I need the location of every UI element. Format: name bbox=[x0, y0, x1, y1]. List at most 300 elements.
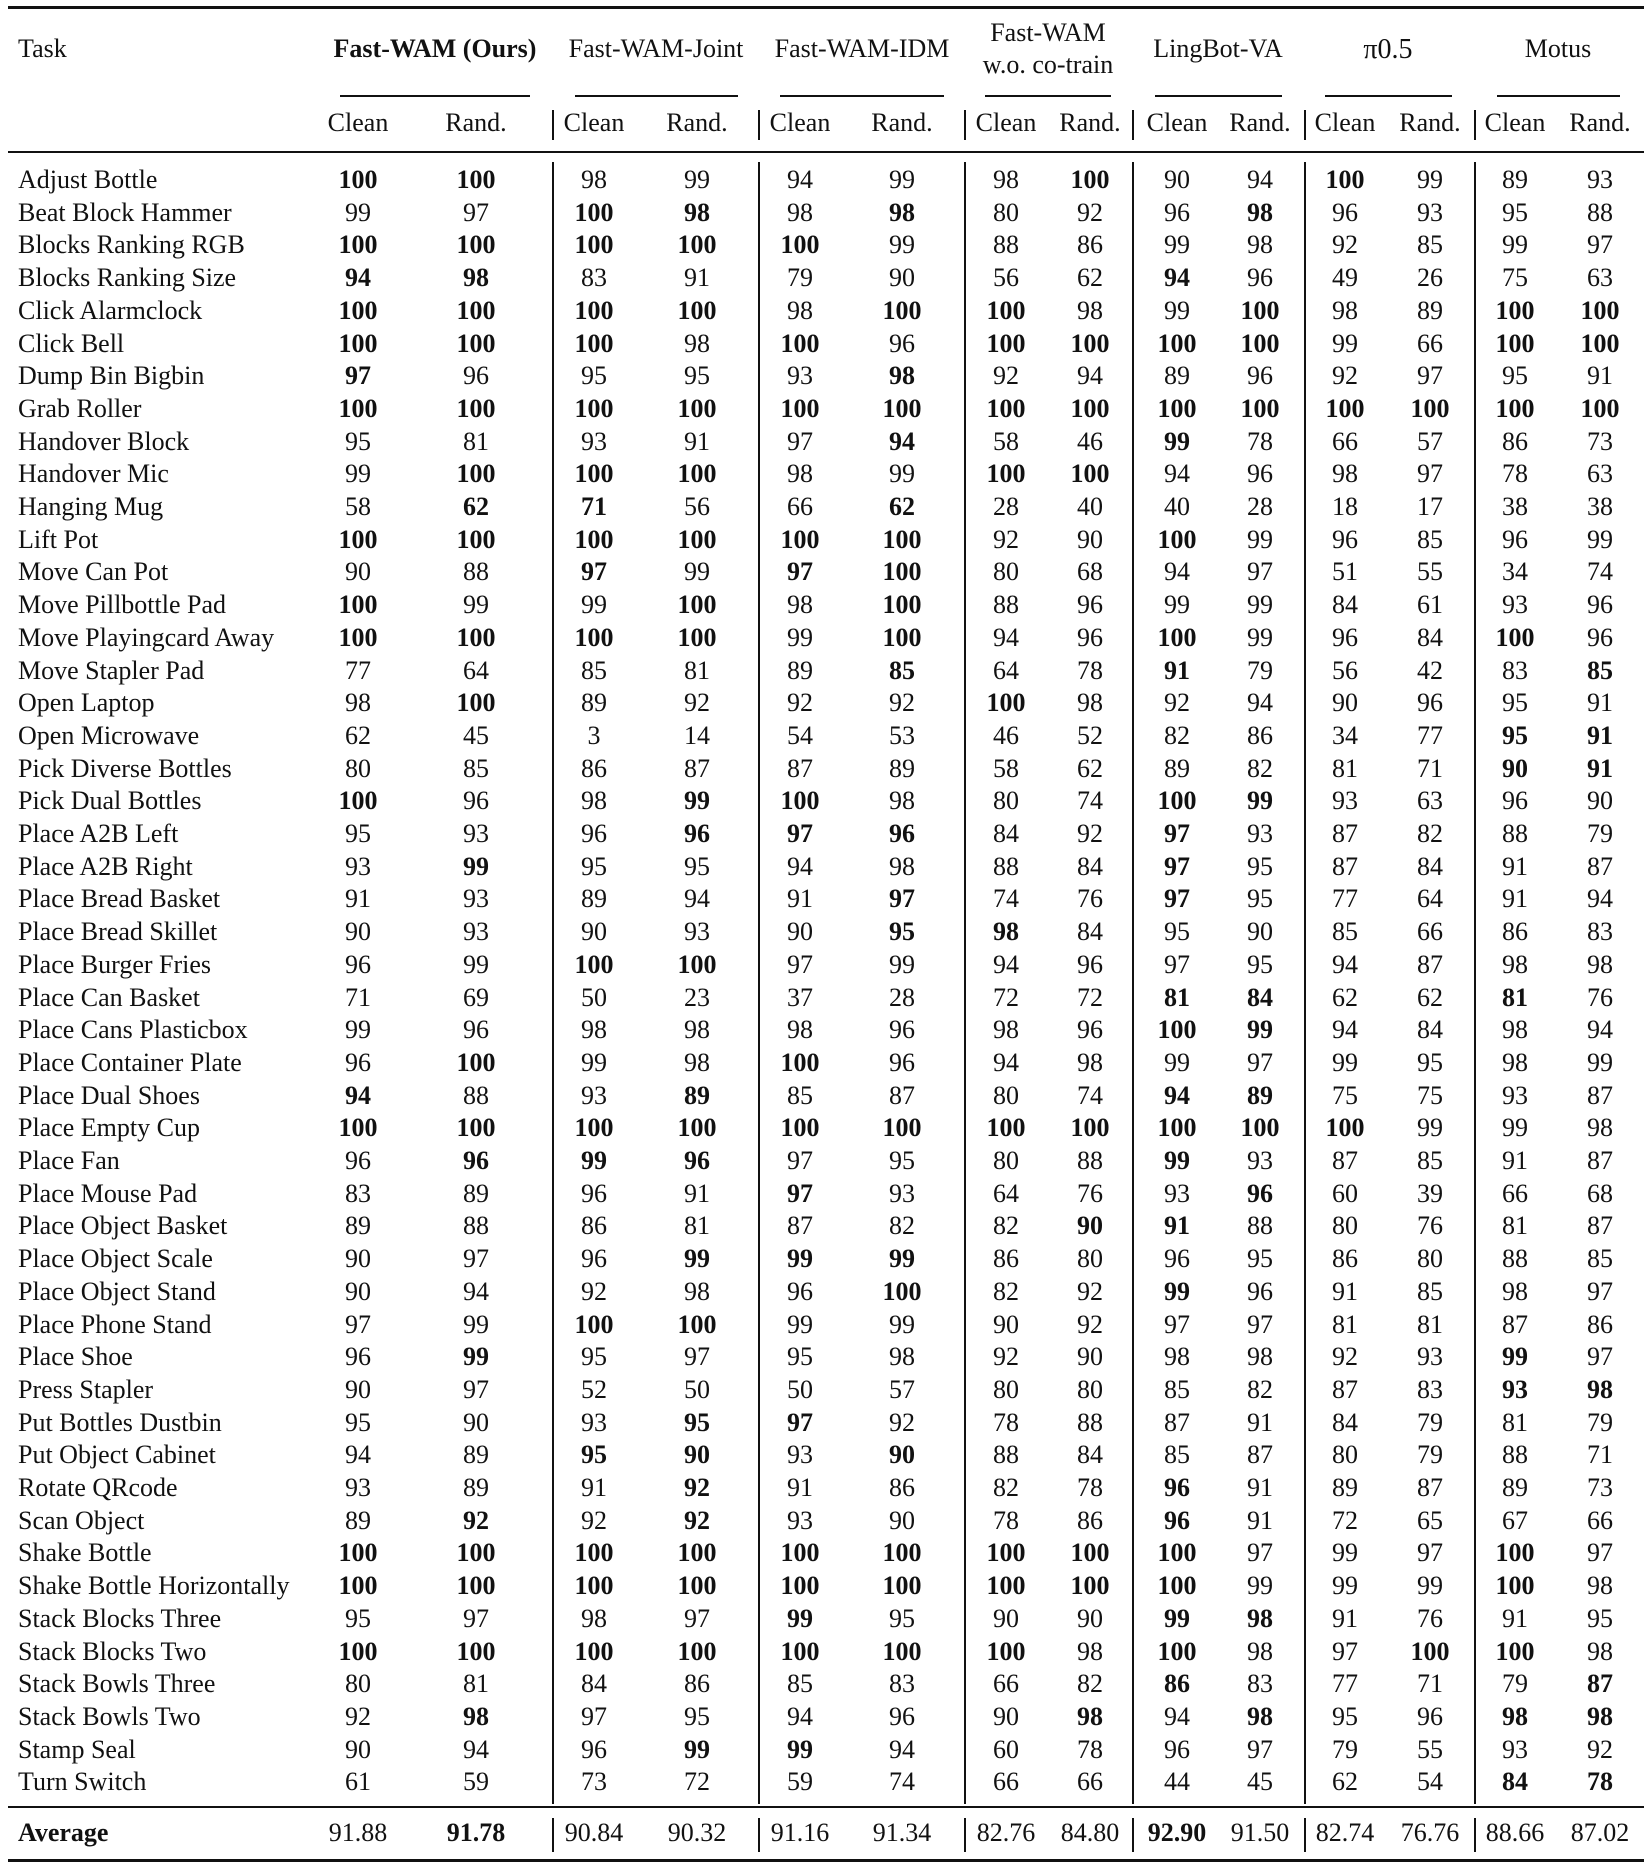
value-cell: 62 bbox=[1417, 982, 1443, 1012]
value-cell: 100 bbox=[338, 328, 378, 358]
value-cell: 99 bbox=[1164, 295, 1190, 325]
value-cell: 87 bbox=[1332, 1146, 1358, 1175]
value-cell: 94 bbox=[1164, 1080, 1190, 1110]
value-cell: 100 bbox=[1070, 1113, 1110, 1143]
rand-subheader: Rand. bbox=[871, 108, 933, 137]
value-cell: 94 bbox=[787, 851, 813, 881]
value-cell: 85 bbox=[1164, 1440, 1190, 1470]
value-cell: 93 bbox=[581, 426, 607, 456]
value-cell: 81 bbox=[1332, 1309, 1358, 1339]
model-header: Fast-WAM-IDM bbox=[774, 34, 950, 63]
value-cell: 92 bbox=[1332, 361, 1358, 391]
column-separator bbox=[1304, 162, 1306, 1804]
value-cell: 83 bbox=[1587, 917, 1613, 947]
value-cell: 58 bbox=[993, 426, 1019, 456]
value-cell: 92 bbox=[1077, 197, 1103, 227]
header-rule bbox=[8, 151, 1644, 153]
value-cell: 100 bbox=[882, 1276, 922, 1306]
value-cell: 96 bbox=[684, 1146, 710, 1175]
value-cell: 89 bbox=[889, 753, 915, 783]
value-cell: 97 bbox=[581, 1701, 607, 1731]
value-cell: 100 bbox=[338, 1538, 378, 1568]
value-cell: 40 bbox=[1077, 492, 1103, 521]
value-cell: 89 bbox=[787, 655, 813, 685]
value-cell: 65 bbox=[1417, 1505, 1443, 1535]
value-cell: 100 bbox=[456, 524, 496, 554]
value-cell: 62 bbox=[1077, 263, 1103, 293]
value-cell: 61 bbox=[1417, 590, 1443, 620]
value-cell: 17 bbox=[1417, 492, 1443, 521]
task-name: Open Laptop bbox=[18, 688, 155, 718]
value-cell: 100 bbox=[456, 295, 496, 325]
value-cell: 84 bbox=[1247, 982, 1273, 1012]
value-cell: 100 bbox=[1325, 1113, 1365, 1143]
value-cell: 100 bbox=[574, 622, 614, 652]
value-cell: 98 bbox=[1077, 1701, 1103, 1731]
value-cell: 96 bbox=[889, 1015, 915, 1045]
value-cell: 72 bbox=[684, 1767, 710, 1797]
value-cell: 100 bbox=[574, 1309, 614, 1339]
value-cell: 14 bbox=[684, 720, 710, 750]
value-cell: 72 bbox=[1077, 982, 1103, 1012]
value-cell: 94 bbox=[1164, 459, 1190, 489]
value-cell: 90 bbox=[345, 1276, 371, 1306]
value-cell: 74 bbox=[1587, 557, 1613, 587]
value-cell: 100 bbox=[1240, 393, 1280, 423]
value-cell: 86 bbox=[581, 1211, 607, 1241]
value-cell: 89 bbox=[1332, 1473, 1358, 1502]
value-cell: 92 bbox=[684, 1505, 710, 1535]
value-cell: 93 bbox=[463, 884, 489, 914]
value-cell: 100 bbox=[1070, 1538, 1110, 1568]
value-cell: 89 bbox=[345, 1211, 371, 1241]
value-cell: 50 bbox=[581, 982, 607, 1012]
value-cell: 74 bbox=[1077, 1080, 1103, 1110]
task-name: Press Stapler bbox=[18, 1374, 154, 1404]
value-cell: 91 bbox=[1587, 753, 1613, 783]
value-cell: 92 bbox=[1077, 819, 1103, 848]
value-cell: 80 bbox=[993, 1080, 1019, 1110]
value-cell: 94 bbox=[993, 1047, 1019, 1077]
average-top-rule bbox=[8, 1806, 1644, 1808]
value-cell: 83 bbox=[889, 1669, 915, 1699]
value-cell: 99 bbox=[1164, 1276, 1190, 1306]
value-cell: 92 bbox=[787, 688, 813, 718]
value-cell: 88 bbox=[993, 590, 1019, 620]
value-cell: 100 bbox=[1325, 393, 1365, 423]
rand-subheader: Rand. bbox=[666, 108, 728, 137]
value-cell: 100 bbox=[1495, 328, 1535, 358]
value-cell: 90 bbox=[889, 1505, 915, 1535]
value-cell: 99 bbox=[787, 622, 813, 652]
value-cell: 97 bbox=[463, 1603, 489, 1633]
value-cell: 79 bbox=[1502, 1669, 1528, 1699]
value-cell: 100 bbox=[677, 590, 717, 620]
task-name: Put Object Cabinet bbox=[18, 1440, 216, 1470]
task-name: Place A2B Left bbox=[18, 819, 179, 848]
value-cell: 92 bbox=[463, 1505, 489, 1535]
value-cell: 82 bbox=[993, 1211, 1019, 1241]
task-name: Adjust Bottle bbox=[18, 165, 158, 194]
value-cell: 51 bbox=[1332, 557, 1358, 587]
value-cell: 91 bbox=[1502, 1603, 1528, 1633]
value-cell: 96 bbox=[1247, 263, 1273, 293]
value-cell: 95 bbox=[1332, 1701, 1358, 1731]
task-column-header: Task bbox=[18, 34, 67, 63]
value-cell: 100 bbox=[1070, 459, 1110, 489]
task-name: Place Shoe bbox=[18, 1342, 133, 1372]
value-cell: 98 bbox=[684, 1276, 710, 1306]
value-cell: 79 bbox=[1417, 1440, 1443, 1470]
task-name: Click Bell bbox=[18, 328, 125, 358]
value-cell: 90 bbox=[993, 1603, 1019, 1633]
value-cell: 95 bbox=[1164, 917, 1190, 947]
clean-subheader: Clean bbox=[975, 108, 1037, 137]
value-cell: 96 bbox=[1332, 197, 1358, 227]
value-cell: 90 bbox=[889, 263, 915, 293]
value-cell: 99 bbox=[345, 459, 371, 489]
task-name: Lift Pot bbox=[18, 524, 99, 554]
value-cell: 99 bbox=[1502, 1113, 1528, 1143]
value-cell: 99 bbox=[889, 949, 915, 979]
value-cell: 97 bbox=[345, 361, 371, 391]
value-cell: 71 bbox=[581, 492, 607, 521]
value-cell: 93 bbox=[1247, 819, 1273, 848]
clean-subheader: Clean bbox=[769, 108, 831, 137]
value-cell: 56 bbox=[684, 492, 710, 521]
value-cell: 89 bbox=[463, 1473, 489, 1502]
value-cell: 100 bbox=[780, 1538, 820, 1568]
value-cell: 52 bbox=[1077, 720, 1103, 750]
value-cell: 66 bbox=[993, 1767, 1019, 1797]
value-cell: 88 bbox=[993, 230, 1019, 260]
value-cell: 98 bbox=[787, 295, 813, 325]
value-cell: 34 bbox=[1502, 557, 1528, 587]
task-name: Open Microwave bbox=[18, 720, 200, 750]
value-cell: 95 bbox=[1247, 1244, 1273, 1274]
average-value-cell: 91.16 bbox=[770, 1818, 830, 1847]
model-header: Motus bbox=[1524, 34, 1592, 63]
value-cell: 87 bbox=[1587, 1080, 1613, 1110]
value-cell: 100 bbox=[456, 1047, 496, 1077]
value-cell: 28 bbox=[889, 982, 915, 1012]
value-cell: 86 bbox=[1332, 1244, 1358, 1274]
value-cell: 93 bbox=[1587, 165, 1613, 194]
value-cell: 59 bbox=[787, 1767, 813, 1797]
value-cell: 100 bbox=[1580, 295, 1620, 325]
value-cell: 87 bbox=[1587, 1146, 1613, 1175]
rand-subheader: Rand. bbox=[1569, 108, 1631, 137]
task-name: Place Phone Stand bbox=[18, 1309, 212, 1339]
value-cell: 96 bbox=[1164, 1473, 1190, 1502]
value-cell: 100 bbox=[1070, 165, 1110, 194]
value-cell: 100 bbox=[1495, 1571, 1535, 1601]
column-separator bbox=[1474, 162, 1476, 1804]
value-cell: 99 bbox=[581, 1047, 607, 1077]
value-cell: 96 bbox=[345, 1146, 371, 1175]
value-cell: 95 bbox=[1247, 884, 1273, 914]
value-cell: 100 bbox=[574, 295, 614, 325]
value-cell: 93 bbox=[1417, 197, 1443, 227]
value-cell: 100 bbox=[574, 949, 614, 979]
group-underline bbox=[575, 95, 738, 97]
task-name: Place Cans Plasticbox bbox=[18, 1015, 248, 1045]
value-cell: 96 bbox=[1164, 197, 1190, 227]
value-cell: 23 bbox=[684, 982, 710, 1012]
value-cell: 98 bbox=[993, 1015, 1019, 1045]
value-cell: 98 bbox=[684, 197, 710, 227]
value-cell: 80 bbox=[345, 753, 371, 783]
value-cell: 100 bbox=[986, 1538, 1026, 1568]
value-cell: 99 bbox=[463, 590, 489, 620]
value-cell: 76 bbox=[1417, 1603, 1443, 1633]
value-cell: 99 bbox=[1247, 622, 1273, 652]
value-cell: 61 bbox=[345, 1767, 371, 1797]
value-cell: 64 bbox=[1417, 884, 1443, 914]
value-cell: 100 bbox=[574, 524, 614, 554]
value-cell: 90 bbox=[1247, 917, 1273, 947]
value-cell: 100 bbox=[882, 1113, 922, 1143]
value-cell: 99 bbox=[889, 1244, 915, 1274]
value-cell: 57 bbox=[889, 1374, 915, 1404]
value-cell: 90 bbox=[1077, 1342, 1103, 1372]
value-cell: 96 bbox=[1587, 590, 1613, 620]
value-cell: 100 bbox=[780, 1047, 820, 1077]
value-cell: 50 bbox=[787, 1374, 813, 1404]
value-cell: 55 bbox=[1417, 557, 1443, 587]
column-separator bbox=[552, 162, 554, 1804]
average-value-cell: 82.76 bbox=[976, 1818, 1036, 1847]
value-cell: 100 bbox=[1240, 295, 1280, 325]
value-cell: 87 bbox=[1587, 1211, 1613, 1241]
value-cell: 98 bbox=[1587, 1374, 1613, 1404]
value-cell: 93 bbox=[345, 1473, 371, 1502]
value-cell: 100 bbox=[338, 1636, 378, 1666]
value-cell: 91 bbox=[684, 1178, 710, 1208]
value-cell: 98 bbox=[1502, 1047, 1528, 1077]
value-cell: 45 bbox=[1247, 1767, 1273, 1797]
value-cell: 93 bbox=[889, 1178, 915, 1208]
value-cell: 89 bbox=[1247, 1080, 1273, 1110]
value-cell: 100 bbox=[882, 622, 922, 652]
value-cell: 97 bbox=[1417, 361, 1443, 391]
value-cell: 98 bbox=[463, 1701, 489, 1731]
value-cell: 63 bbox=[1417, 786, 1443, 816]
value-cell: 66 bbox=[1332, 426, 1358, 456]
value-cell: 98 bbox=[1077, 1047, 1103, 1077]
value-cell: 80 bbox=[993, 197, 1019, 227]
value-cell: 100 bbox=[1157, 1538, 1197, 1568]
value-cell: 98 bbox=[1247, 1701, 1273, 1731]
average-value-cell: 82.74 bbox=[1315, 1818, 1375, 1847]
value-cell: 96 bbox=[889, 1701, 915, 1731]
value-cell: 80 bbox=[993, 557, 1019, 587]
value-cell: 77 bbox=[1417, 720, 1443, 750]
value-cell: 97 bbox=[463, 197, 489, 227]
value-cell: 97 bbox=[463, 1374, 489, 1404]
value-cell: 94 bbox=[345, 263, 371, 293]
value-cell: 97 bbox=[1587, 1276, 1613, 1306]
value-cell: 99 bbox=[1164, 426, 1190, 456]
value-cell: 66 bbox=[1587, 1505, 1613, 1535]
value-cell: 83 bbox=[345, 1178, 371, 1208]
value-cell: 90 bbox=[1077, 1211, 1103, 1241]
value-cell: 88 bbox=[1077, 1146, 1103, 1175]
value-cell: 100 bbox=[677, 1309, 717, 1339]
value-cell: 90 bbox=[993, 1701, 1019, 1731]
value-cell: 98 bbox=[1247, 230, 1273, 260]
task-name: Put Bottles Dustbin bbox=[18, 1407, 222, 1437]
value-cell: 99 bbox=[787, 1309, 813, 1339]
value-cell: 97 bbox=[1164, 884, 1190, 914]
task-name: Handover Mic bbox=[18, 459, 169, 489]
rand-subheader: Rand. bbox=[1059, 108, 1121, 137]
value-cell: 100 bbox=[1157, 622, 1197, 652]
task-name: Beat Block Hammer bbox=[18, 197, 232, 227]
value-cell: 85 bbox=[463, 753, 489, 783]
task-name: Dump Bin Bigbin bbox=[18, 361, 205, 391]
task-name: Stack Bowls Two bbox=[18, 1701, 201, 1731]
value-cell: 90 bbox=[993, 1309, 1019, 1339]
value-cell: 99 bbox=[787, 1734, 813, 1764]
value-cell: 96 bbox=[1077, 590, 1103, 620]
value-cell: 100 bbox=[780, 393, 820, 423]
value-cell: 99 bbox=[1502, 1342, 1528, 1372]
value-cell: 100 bbox=[780, 328, 820, 358]
value-cell: 100 bbox=[1070, 1571, 1110, 1601]
value-cell: 71 bbox=[345, 982, 371, 1012]
value-cell: 85 bbox=[1164, 1374, 1190, 1404]
task-name: Grab Roller bbox=[18, 393, 142, 423]
value-cell: 74 bbox=[1077, 786, 1103, 816]
value-cell: 94 bbox=[1587, 1015, 1613, 1045]
value-cell: 38 bbox=[1587, 492, 1613, 521]
value-cell: 93 bbox=[787, 1440, 813, 1470]
value-cell: 98 bbox=[581, 165, 607, 194]
value-cell: 84 bbox=[1417, 851, 1443, 881]
value-cell: 79 bbox=[787, 263, 813, 293]
value-cell: 100 bbox=[1410, 1636, 1450, 1666]
value-cell: 74 bbox=[993, 884, 1019, 914]
task-name: Move Playingcard Away bbox=[18, 622, 275, 652]
value-cell: 87 bbox=[1502, 1309, 1528, 1339]
value-cell: 92 bbox=[684, 1473, 710, 1502]
value-cell: 100 bbox=[1580, 393, 1620, 423]
value-cell: 100 bbox=[456, 328, 496, 358]
value-cell: 87 bbox=[787, 1211, 813, 1241]
value-cell: 96 bbox=[345, 949, 371, 979]
average-value-cell: 88.66 bbox=[1485, 1818, 1545, 1847]
value-cell: 81 bbox=[684, 1211, 710, 1241]
value-cell: 97 bbox=[1247, 1734, 1273, 1764]
value-cell: 99 bbox=[787, 1244, 813, 1274]
value-cell: 79 bbox=[1587, 1407, 1613, 1437]
value-cell: 49 bbox=[1332, 263, 1358, 293]
value-cell: 78 bbox=[1077, 1734, 1103, 1764]
value-cell: 84 bbox=[1077, 851, 1103, 881]
value-cell: 92 bbox=[581, 1276, 607, 1306]
value-cell: 56 bbox=[1332, 655, 1358, 685]
value-cell: 85 bbox=[1417, 524, 1443, 554]
value-cell: 98 bbox=[889, 786, 915, 816]
value-cell: 93 bbox=[463, 917, 489, 947]
value-cell: 93 bbox=[1502, 1080, 1528, 1110]
value-cell: 100 bbox=[1070, 328, 1110, 358]
average-value-cell: 84.80 bbox=[1060, 1818, 1120, 1847]
value-cell: 90 bbox=[1077, 1603, 1103, 1633]
value-cell: 98 bbox=[1502, 1015, 1528, 1045]
group-underline bbox=[340, 95, 530, 97]
value-cell: 100 bbox=[882, 1538, 922, 1568]
value-cell: 84 bbox=[1502, 1767, 1528, 1797]
value-cell: 100 bbox=[574, 459, 614, 489]
value-cell: 94 bbox=[345, 1080, 371, 1110]
value-cell: 80 bbox=[345, 1669, 371, 1699]
value-cell: 97 bbox=[345, 1309, 371, 1339]
value-cell: 94 bbox=[1332, 1015, 1358, 1045]
value-cell: 78 bbox=[1077, 655, 1103, 685]
value-cell: 100 bbox=[456, 393, 496, 423]
value-cell: 97 bbox=[787, 1146, 813, 1175]
value-cell: 77 bbox=[1332, 1669, 1358, 1699]
value-cell: 79 bbox=[1417, 1407, 1443, 1437]
value-cell: 100 bbox=[338, 622, 378, 652]
value-cell: 91 bbox=[1332, 1603, 1358, 1633]
column-separator bbox=[1132, 162, 1134, 1804]
value-cell: 99 bbox=[1587, 1047, 1613, 1077]
value-cell: 96 bbox=[581, 1244, 607, 1274]
value-cell: 99 bbox=[1164, 1603, 1190, 1633]
value-cell: 94 bbox=[1247, 165, 1273, 194]
value-cell: 91 bbox=[1587, 361, 1613, 391]
column-separator bbox=[964, 110, 966, 140]
task-name: Hanging Mug bbox=[18, 492, 164, 521]
value-cell: 100 bbox=[986, 295, 1026, 325]
value-cell: 95 bbox=[1502, 688, 1528, 718]
value-cell: 96 bbox=[345, 1047, 371, 1077]
value-cell: 91 bbox=[1247, 1407, 1273, 1437]
value-cell: 99 bbox=[463, 1309, 489, 1339]
value-cell: 98 bbox=[1332, 459, 1358, 489]
value-cell: 99 bbox=[1164, 1047, 1190, 1077]
value-cell: 100 bbox=[1070, 393, 1110, 423]
value-cell: 91 bbox=[581, 1473, 607, 1502]
model-header-line1: Fast-WAM bbox=[990, 18, 1106, 47]
value-cell: 92 bbox=[993, 524, 1019, 554]
value-cell: 66 bbox=[787, 492, 813, 521]
value-cell: 74 bbox=[889, 1767, 915, 1797]
value-cell: 100 bbox=[574, 328, 614, 358]
value-cell: 97 bbox=[1247, 557, 1273, 587]
value-cell: 97 bbox=[1587, 1538, 1613, 1568]
value-cell: 91 bbox=[1502, 1146, 1528, 1175]
value-cell: 42 bbox=[1417, 655, 1443, 685]
value-cell: 100 bbox=[1495, 622, 1535, 652]
value-cell: 100 bbox=[677, 949, 717, 979]
value-cell: 97 bbox=[1164, 819, 1190, 848]
group-underline bbox=[1155, 95, 1282, 97]
value-cell: 44 bbox=[1164, 1767, 1190, 1797]
value-cell: 90 bbox=[889, 1440, 915, 1470]
value-cell: 98 bbox=[889, 361, 915, 391]
value-cell: 96 bbox=[345, 1342, 371, 1372]
value-cell: 57 bbox=[1417, 426, 1443, 456]
value-cell: 79 bbox=[1587, 819, 1613, 848]
value-cell: 88 bbox=[463, 557, 489, 587]
value-cell: 83 bbox=[581, 263, 607, 293]
value-cell: 99 bbox=[1164, 1146, 1190, 1175]
value-cell: 97 bbox=[1417, 1538, 1443, 1568]
